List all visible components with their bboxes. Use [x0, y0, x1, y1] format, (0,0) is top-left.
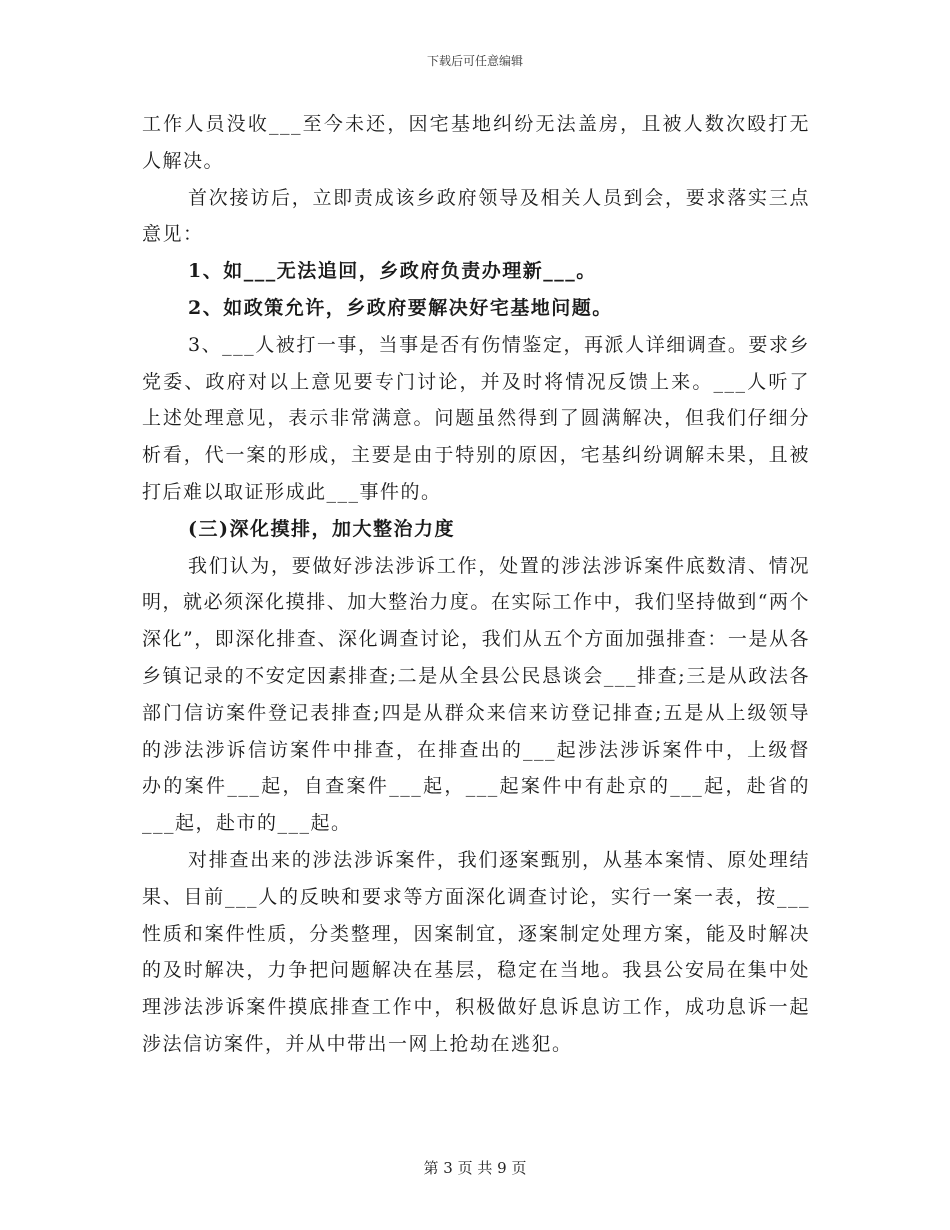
document-body — [142, 106, 810, 1063]
section-heading: (三)深化摸排，加大整治力度 — [188, 517, 455, 540]
list-item-1: 1、如___无法追回，乡政府负责办理新___。 — [188, 260, 597, 283]
page-number: 第 3 页 共 9 页 — [423, 1159, 527, 1177]
list-item-2: 2、如政策允许，乡政府要解决好宅基地问题。 — [188, 296, 613, 319]
paragraph-continuation: 工作人员没收___至今未还，因宅基地纠纷无法盖房，且被人数次殴打无人解决。 — [142, 113, 810, 172]
list-item-3: 3、___人被打一事，当事是否有伤情鉴定，再派人详细调查。要求乡党委、政府对以上意见要专门讨论，并及时将情况反馈上来。___人听了上述处理意见，表示非常满意。问题虽然得到了圆满解决，但我们仔细分析看，代一案的形成，主要是由于特别的原因，宅基纠纷调解未果，且被打后难以取证形成此___事件的。 — [142, 333, 810, 503]
paragraph-investigation: 我们认为，要做好涉法涉诉工作，处置的涉法涉诉案件底数清、情况明，就必须深化摸排、加大整治力度。在实际工作中，我们坚持做到“两个深化”，即深化排查、深化调查讨论，我们从五个方面加强排查：一是从各乡镇记录的不安定因素排查;二是从全县公民恳谈会___排查;三是从政法各部门信访案件登记表排查;四是从群众来信来访登记排查;五是从上级领导的涉法涉诉信访案件中排查，在排查出的___起涉法涉诉案件中，上级督办的案件___起，自查案件___起，___起案件中有赴京的___起，赴省的___起，赴市的___起。 — [142, 554, 810, 835]
paragraph-case-screening: 对排查出来的涉法涉诉案件，我们逐案甄别，从基本案情、原处理结果、目前___人的反映和要求等方面深化调查讨论，实行一案一表，按___性质和案件性质，分类整理，因案制宜，逐案制定处理方案，能及时解决的及时解决，力争把问题解决在基层，稳定在当地。我县公安局在集中处理涉法涉诉案件摸底排查工作中，积极做好息诉息访工作，成功息诉一起涉法信访案件，并从中带出一网上抢劫在逃犯。 — [142, 848, 810, 1055]
paragraph-first-visit: 首次接访后，立即责成该乡政府领导及相关人员到会，要求落实三点意见： — [142, 186, 810, 246]
page-header-note: 下载后可任意编辑 — [426, 54, 523, 68]
